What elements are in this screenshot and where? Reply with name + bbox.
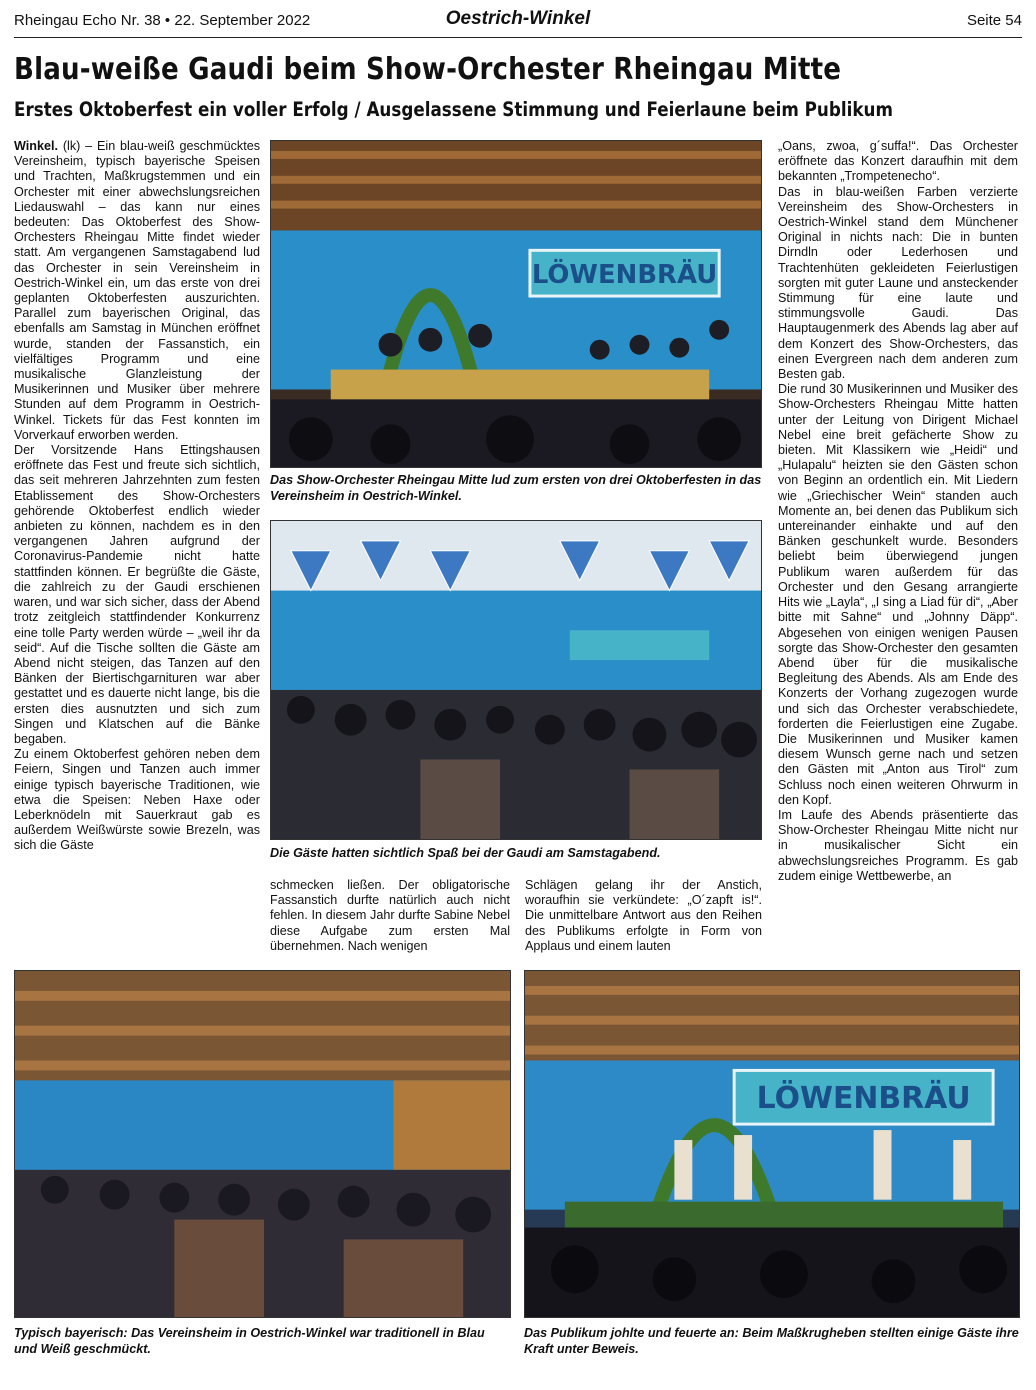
issue-info: Rheingau Echo Nr. 38 • 22. September 2022 <box>14 12 311 29</box>
paragraph: Im Laufe des Abends präsentierte das Show-Orchester Rheingau Mitte nicht nur in musikalischer Sicht ein abwechslungsreiches Programm. Es gab zudem einige Wettbewerbe, an <box>778 807 1018 883</box>
article-column-4 <box>778 139 1018 964</box>
paragraph: Der Vorsitzende Hans Ettingshausen eröffnete das Fest und freute sich sichtlich, das seit mehreren Jahrzehnten zum festen Etablissement des Show-Orchesters gehörende Oktoberfest endlich wieder anbieten zu können, nachdem es in den vergangenen Jahren aufgrund der Coronavirus-Pandemie nicht hatte stattfinden können. Er begrüßte die Gäste, die zahlreich zu der Gaudi erschienen waren, und war sich sicher, dass der Abend trotz zeitgleich stattfindender Konkurrenz eine tolle Party werden würde – „weil ihr da seid“. Auf die Tische sollten die Gäste am Abend nicht steigen, das Tanzen auf den Bänken der Biertischgarnituren war aber gestattet und es dauerte nicht lange, bis die ersten dies ausnutzten und sich zum Singen und Klatschen auf die Bänke begaben. <box>14 443 260 746</box>
article-headline: Blau-weiße Gaudi beim Show-Orchester Rheingau Mitte <box>14 52 842 87</box>
photo-orchestra-stage <box>270 140 762 468</box>
page-header <box>14 8 1022 38</box>
page-number: Seite 54 <box>966 12 1022 29</box>
paragraph: Das in blau-weißen Farben verzierte Vereinsheim des Show-Orchesters in Oestrich-Winkel stand dem Münchener Original in nichts nach: Die in bunten Dirndln oder Lederhosen und Trachtenhüten gekleideten Feierlustigen sorgten mit guter Laune und ansteckender Stimmung für eine laute und stimmungsvolle Gaudi. Das Hauptaugenmerk des Abends lag aber auf dem Konzert des Show-Orchesters, das einen Evergreen nach dem anderen zum Besten gab. <box>778 184 1018 382</box>
article-subheadline: Erstes Oktoberfest ein voller Erfolg / Ausgelassene Stimmung und Feierlaune beim Publikum <box>14 98 893 121</box>
photo-hall <box>14 970 511 1318</box>
banner-text: LÖWENBRÄU <box>756 1081 971 1117</box>
paragraph: „Oans, zwoa, g´suffa!“. Das Orchester eröffnete das Konzert daraufhin mit dem bekannten „Trompetenecho“. <box>778 139 1018 184</box>
banner-text: LÖWENBRÄU <box>531 260 718 291</box>
paragraph: schmecken ließen. Der obligatorische Fassanstich durfte natürlich auch nicht fehlen. In diesem Jahr durfte Sabine Nebel diese Aufgabe zum ersten Mal übernehmen. Nach wenigen <box>270 878 510 953</box>
photo-caption: Das Publikum johlte und feuerte an: Beim Maßkrugheben stellten einige Gäste ihre Kraft unter Beweis. <box>524 1326 1019 1356</box>
lead-text: (lk) – Ein blau-weiß geschmücktes Vereinsheim, typisch bayerische Speisen und Trachten, Maßkrugstemmen und ein Orchester mit einer abwechslungsreichen Liedauswahl – das kann nur eines bedeuten: Das Oktoberfest des Show-Orchesters Rheingau Mitte findet wieder statt. Am vergangenen Samstagabend lud das Orchester in sein Vereinsheim in Oestrich-Winkel ein, um das erste von drei geplanten Oktoberfesten auszurichten. Parallel zum bayerischen Original, das ebenfalls am Samstag in München eröffnet wurde, standen der Fassanstich, ein vielfältiges Programm und eine musikalische Glanzleistung der Musikerinnen und Musiker über mehrere Stunden auf dem Programm in Oestrich-Winkel. Tickets für das Fest konnten im Vorverkauf erworben werden. <box>14 139 260 442</box>
article-column-1 <box>14 139 260 934</box>
photo-crowd <box>270 520 762 840</box>
dateline: Winkel. <box>14 139 58 153</box>
article-column-2 <box>270 878 510 963</box>
article-column-3 <box>525 878 762 963</box>
photo-stein-holding <box>524 970 1020 1318</box>
paragraph: Zu einem Oktoberfest gehören neben dem Feiern, Singen und Tanzen auch immer einige typisch bayerische Traditionen, wie etwa die Speisen: Neben Haxe oder Leberknödeln mit Sauerkraut gab es außerdem Weißwürste sowie Brezeln, was sich die Gäste <box>14 747 260 853</box>
paragraph: Die rund 30 Musikerinnen und Musiker des Show-Orchesters Rheingau Mitte hatten unter der Leitung von Dirigent Michael Nebel eine breit gefächerte Show zu bieten. Mit Klassikern wie „Heidi“ und „Hulapalu“ heizten sie den Gästen schon von Beginn an ordentlich ein. Mit Liedern wie „Griechischer Wein“ standen auch Momente an, bei denen das Publikum sich untereinander einhakte und auf den Bänken geschunkelt wurde. Besonders beliebt beim überwiegend jungen Publikum waren außerdem für das Orchester und den Gesang arrangierte Hits wie „Layla“, „I sing a Liad für di“, „Aber bitte mit Sahne“ und „Johnny Däpp“. Abgesehen von einigen wenigen Pausen sorgte das Show-Orchester den gesamten Abend über für die musikalische Begleitung des Abends. Als am Ende des Konzerts der Vorhang zugezogen wurde und sich das Orchester verabschiedete, forderten die Feierlustigen eine Zugabe. Die Musikerinnen und Musiker kamen diesem Wunsch gerne nach und setzen den Gästen mit „Anton aus Tirol“ zum Schluss noch einen weiteren Ohrwurm in den Kopf. <box>778 382 1018 807</box>
photo-caption: Das Show-Orchester Rheingau Mitte lud zum ersten von drei Oktoberfesten in das Vereinsheim in Oestrich-Winkel. <box>270 473 762 503</box>
paragraph <box>14 139 260 443</box>
section-title: Oestrich-Winkel <box>445 8 591 29</box>
photo-caption: Typisch bayerisch: Das Vereinsheim in Oestrich-Winkel war traditionell in Blau und Weiß geschmückt. <box>14 1326 485 1356</box>
photo-caption: Die Gäste hatten sichtlich Spaß bei der Gaudi am Samstagabend. <box>270 846 661 860</box>
paragraph: Schlägen gelang ihr der Anstich, woraufhin sie verkündete: „O´zapft is!“. Die unmittelbare Antwort aus den Reihen des Publikums erfolgte in Form von Applaus und einem lauten <box>525 878 762 953</box>
